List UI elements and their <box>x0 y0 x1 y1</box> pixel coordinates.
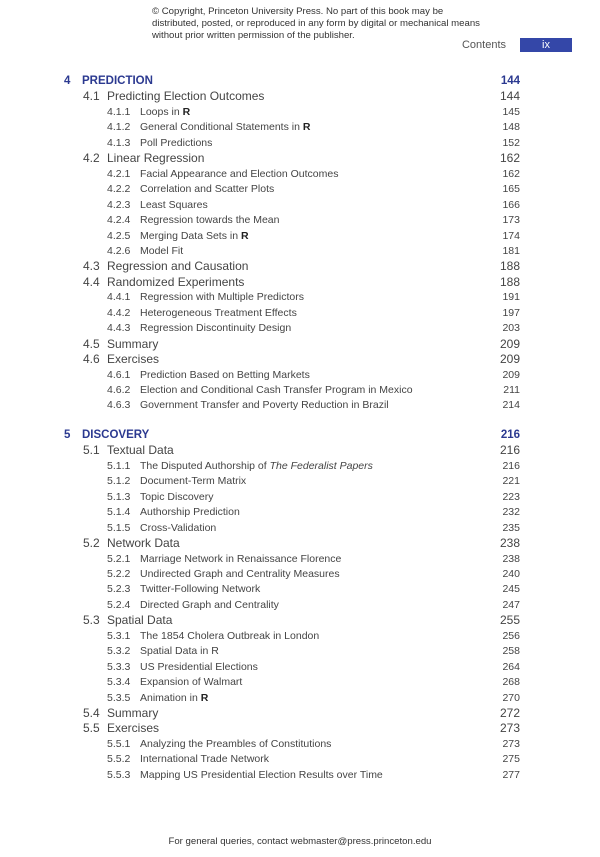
entry-title-text: DISCOVERY <box>82 428 150 441</box>
entry-page-number: 209 <box>502 368 520 381</box>
entry-page-number: 221 <box>502 475 520 488</box>
entry-number: 4.1.3 <box>107 136 131 149</box>
entry-number: 5.5.3 <box>107 768 131 781</box>
entry-page-number: 162 <box>502 167 520 180</box>
entry-number: 5.3.1 <box>107 629 131 642</box>
entry-page-number: 273 <box>502 737 520 750</box>
entry-title-text: Directed Graph and Centrality <box>140 598 279 611</box>
toc-subsection-entry[interactable] <box>0 768 600 783</box>
entry-number: 5.5 <box>83 721 100 736</box>
entry-title-text: Document-Term Matrix <box>140 475 247 488</box>
entry-number: 5.3.2 <box>107 645 131 658</box>
entry-page-number: 166 <box>502 198 520 211</box>
toc-chapter-entry[interactable] <box>0 74 600 89</box>
toc-subsection-entry[interactable] <box>0 644 600 659</box>
entry-title <box>140 290 304 305</box>
copyright-notice: © Copyright, Princeton University Press. No part of this book may be distributed, posted, or reproduced in any form by digital or mechanical means without prior written permission of the publisher. <box>152 6 480 41</box>
toc-subsection-entry[interactable] <box>0 552 600 567</box>
toc-section-entry[interactable] <box>0 721 600 736</box>
entry-title-bold: R <box>182 105 191 118</box>
entry-title-text: Model Fit <box>140 244 184 257</box>
entry-number: 4.6.2 <box>107 384 131 396</box>
toc-section-entry[interactable] <box>0 613 600 628</box>
entry-page-number: 145 <box>502 105 520 118</box>
entry-title-text: The Disputed Authorship of <box>140 459 270 472</box>
entry-title <box>107 721 159 736</box>
entry-title <box>140 505 240 520</box>
entry-number: 4.6.3 <box>107 399 131 412</box>
entry-title-text: Summary <box>107 706 159 720</box>
entry-title <box>82 428 149 443</box>
entry-number: 4.3 <box>83 259 100 274</box>
entry-title <box>140 629 319 644</box>
toc-subsection-entry[interactable] <box>0 582 600 597</box>
entry-title <box>140 213 280 228</box>
entry-page-number: 191 <box>502 291 520 304</box>
entry-page-number: 223 <box>502 490 520 503</box>
entry-title <box>140 368 310 383</box>
entry-title <box>107 352 159 367</box>
entry-title <box>140 321 291 336</box>
entry-number: 4.4.2 <box>107 306 131 319</box>
entry-title-text: Textual Data <box>107 443 174 458</box>
entry-title-text: Merging Data Sets in <box>140 229 241 242</box>
entry-title-text: Government Transfer and Poverty Reduction in Brazil <box>140 399 389 412</box>
entry-number: 4.2.5 <box>107 229 131 242</box>
entry-number: 4.5 <box>83 336 100 351</box>
entry-title-text: Least Squares <box>140 198 208 211</box>
entry-title <box>140 244 183 259</box>
toc-subsection-entry[interactable] <box>0 490 600 505</box>
entry-title-text: Cross-Validation <box>140 521 217 534</box>
entry-number: 4.2.6 <box>107 244 131 257</box>
entry-title <box>140 675 242 690</box>
entry-page-number: 238 <box>499 536 520 551</box>
entry-title <box>140 229 249 244</box>
entry-number: 5 <box>64 428 71 441</box>
entry-title-text: Predicting Election Outcomes <box>107 89 265 104</box>
entry-title <box>140 182 274 197</box>
entry-title <box>140 737 331 752</box>
entry-page-number: 216 <box>502 459 520 472</box>
toc-subsection-entry[interactable] <box>0 213 600 228</box>
entry-title <box>140 567 340 582</box>
entry-page-number: 144 <box>499 89 520 104</box>
entry-number: 4.2 <box>83 151 100 166</box>
entry-page-number: 188 <box>499 259 520 274</box>
entry-title-text: Analyzing the Preambles of Constitutions <box>140 737 332 750</box>
toc-subsection-entry[interactable] <box>0 752 600 767</box>
entry-page-number: 152 <box>502 136 520 149</box>
entry-title-text: Network Data <box>107 536 180 551</box>
entry-title <box>107 613 172 628</box>
entry-page-number: 235 <box>502 521 520 534</box>
entry-page-number: 277 <box>502 768 520 781</box>
entry-number: 4.4 <box>83 274 100 289</box>
entry-title-text: Twitter-Following Network <box>140 583 261 596</box>
entry-title <box>107 536 180 551</box>
entry-title-text: The 1854 Cholera Outbreak in London <box>140 629 320 642</box>
page-number-badge: ix <box>520 38 572 52</box>
entry-title-text: Undirected Graph and Centrality Measures <box>140 567 340 580</box>
entry-title-text: Expansion of Walmart <box>140 676 243 689</box>
toc-section-entry[interactable] <box>0 352 600 367</box>
entry-page-number: 245 <box>502 583 520 596</box>
entry-number: 5.5.2 <box>107 753 131 766</box>
entry-page-number: 174 <box>502 229 520 242</box>
entry-title-text: Regression Discontinuity Design <box>140 322 292 335</box>
toc-subsection-entry[interactable] <box>0 198 600 213</box>
entry-title <box>140 752 269 767</box>
toc-subsection-entry[interactable] <box>0 521 600 536</box>
toc-subsection-entry[interactable] <box>0 398 600 413</box>
entry-number: 5.1.4 <box>107 506 131 519</box>
entry-title <box>140 198 208 213</box>
toc-subsection-entry[interactable] <box>0 182 600 197</box>
entry-title <box>107 275 244 290</box>
entry-number: 5.4 <box>83 706 100 720</box>
toc-section-entry[interactable] <box>0 337 600 352</box>
running-title: Contents <box>461 39 506 51</box>
entry-title-text: Exercises <box>107 721 160 736</box>
entry-title <box>140 644 219 659</box>
entry-title-text: Poll Predictions <box>140 136 213 149</box>
entry-title-bold: R <box>240 229 249 242</box>
entry-page-number: 275 <box>502 753 520 766</box>
entry-title-text: Linear Regression <box>107 151 205 166</box>
toc-subsection-entry[interactable] <box>0 505 600 520</box>
entry-page-number: 240 <box>502 567 520 580</box>
toc-section-entry[interactable] <box>0 443 600 458</box>
entry-number: 5.3.5 <box>107 691 131 704</box>
entry-title-bold: R <box>200 691 209 704</box>
entry-page-number: 211 <box>503 384 520 396</box>
toc-subsection-entry[interactable] <box>0 290 600 305</box>
entry-page-number: 268 <box>502 676 520 689</box>
toc-subsection-entry[interactable] <box>0 105 600 120</box>
entry-page-number: 203 <box>502 322 520 335</box>
entry-page-number: 238 <box>502 552 520 565</box>
entry-number: 5.1.2 <box>107 475 131 488</box>
entry-title-text: Loops in <box>140 105 183 118</box>
entry-title <box>140 691 208 706</box>
entry-title-text: Regression towards the Mean <box>140 214 280 227</box>
entry-page-number: 270 <box>502 691 520 704</box>
entry-title-text: Spatial Data <box>107 613 173 628</box>
entry-title <box>107 151 204 166</box>
entry-number: 4.2.1 <box>107 167 131 180</box>
toc-subsection-entry[interactable] <box>0 567 600 582</box>
entry-title <box>140 306 297 321</box>
entry-title <box>140 768 383 783</box>
entry-title <box>140 660 258 675</box>
entry-number: 4.2.4 <box>107 214 131 227</box>
entry-title <box>140 383 413 398</box>
entry-page-number: 209 <box>499 352 520 367</box>
entry-number: 4.4.3 <box>107 322 131 335</box>
entry-title <box>140 490 214 505</box>
entry-number: 5.1.5 <box>107 521 131 534</box>
entry-page-number: 162 <box>499 151 520 166</box>
entry-number: 5.2.2 <box>107 567 131 580</box>
entry-title-italic: The Federalist Papers <box>269 459 373 472</box>
entry-number: 5.3 <box>83 613 100 628</box>
entry-number: 4.1.2 <box>107 121 131 134</box>
entry-title <box>107 337 158 352</box>
entry-title-text: Summary <box>107 336 159 351</box>
entry-page-number: 197 <box>502 306 520 319</box>
toc-section-entry[interactable] <box>0 259 600 274</box>
toc-subsection-entry[interactable] <box>0 306 600 321</box>
entry-page-number: 232 <box>502 506 520 519</box>
entry-title <box>140 459 373 474</box>
toc-chapter-entry[interactable] <box>0 428 600 443</box>
entry-title-text: Correlation and Scatter Plots <box>140 183 275 196</box>
toc-subsection-entry[interactable] <box>0 459 600 474</box>
entry-page-number: 148 <box>502 121 520 134</box>
entry-page-number: 247 <box>502 598 520 611</box>
toc-subsection-entry[interactable] <box>0 136 600 151</box>
entry-page-number: 173 <box>502 214 520 227</box>
entry-title <box>140 105 190 120</box>
toc-section-entry[interactable] <box>0 89 600 104</box>
entry-page-number: 165 <box>502 183 520 196</box>
toc-subsection-entry[interactable] <box>0 691 600 706</box>
entry-title-text: Election and Conditional Cash Transfer Program in Mexico <box>140 384 413 396</box>
entry-number: 5.1 <box>83 443 100 458</box>
entry-title <box>140 167 338 182</box>
running-header <box>0 38 600 54</box>
entry-number: 4.4.1 <box>107 291 131 304</box>
entry-title-text: Marriage Network in Renaissance Florence <box>140 552 342 565</box>
entry-number: 5.1.1 <box>107 459 131 472</box>
entry-title-text: PREDICTION <box>82 75 153 87</box>
entry-page-number: 255 <box>499 613 520 628</box>
entry-page-number: 256 <box>502 629 520 642</box>
entry-number: 4.6 <box>83 352 100 367</box>
entry-number: 5.2.1 <box>107 552 131 565</box>
entry-number: 5.5.1 <box>107 737 131 750</box>
entry-number: 5.2.4 <box>107 598 131 611</box>
toc-section-entry[interactable] <box>0 706 600 721</box>
footer-contact: For general queries, contact webmaster@press.princeton.edu <box>168 836 432 847</box>
entry-title <box>107 443 174 458</box>
entry-number: 4.2.3 <box>107 198 131 211</box>
entry-title <box>140 136 212 151</box>
entry-page-number: 216 <box>500 428 520 441</box>
entry-title-text: US Presidential Elections <box>140 660 258 673</box>
entry-title <box>140 474 246 489</box>
entry-number: 4.1 <box>83 89 100 104</box>
entry-number: 5.2 <box>83 536 100 551</box>
entry-title <box>107 706 158 721</box>
entry-title-text: Mapping US Presidential Election Results over Time <box>140 768 383 781</box>
toc-section-entry[interactable] <box>0 275 600 290</box>
entry-page-number: 273 <box>499 721 520 736</box>
entry-number: 5.1.3 <box>107 490 131 503</box>
entry-number: 4 <box>64 75 71 87</box>
entry-number: 5.3.4 <box>107 676 131 689</box>
toc-subsection-entry[interactable] <box>0 120 600 135</box>
entry-title <box>140 120 310 135</box>
entry-page-number: 264 <box>502 660 520 673</box>
entry-number: 4.2.2 <box>107 183 131 196</box>
toc-subsection-entry[interactable] <box>0 383 600 398</box>
entry-title <box>140 552 341 567</box>
entry-title-text: Facial Appearance and Election Outcomes <box>140 167 339 180</box>
toc-subsection-entry[interactable] <box>0 598 600 613</box>
entry-title-text: Prediction Based on Betting Markets <box>140 368 310 381</box>
entry-title-text: Exercises <box>107 352 160 367</box>
toc-subsection-entry[interactable] <box>0 737 600 752</box>
entry-number: 4.6.1 <box>107 368 131 381</box>
entry-title-text: Heterogeneous Treatment Effects <box>140 306 297 319</box>
entry-page-number: 188 <box>499 274 520 289</box>
entry-page-number: 144 <box>500 75 520 87</box>
entry-title-text: Animation in <box>140 691 201 704</box>
entry-title <box>140 598 279 613</box>
entry-page-number: 258 <box>502 645 520 658</box>
entry-number: 5.2.3 <box>107 583 131 596</box>
entry-number: 5.3.3 <box>107 660 131 673</box>
entry-title-bold: R <box>302 121 311 134</box>
entry-page-number: 209 <box>499 336 520 351</box>
entry-title-text: Spatial Data in R <box>140 645 219 658</box>
toc-section-entry[interactable] <box>0 151 600 166</box>
toc-subsection-entry[interactable] <box>0 660 600 675</box>
entry-title <box>140 521 216 536</box>
toc-subsection-entry[interactable] <box>0 474 600 489</box>
entry-page-number: 214 <box>502 399 520 412</box>
toc-subsection-entry[interactable] <box>0 229 600 244</box>
toc-subsection-entry[interactable] <box>0 629 600 644</box>
toc-subsection-entry[interactable] <box>0 675 600 690</box>
toc-subsection-entry[interactable] <box>0 167 600 182</box>
entry-page-number: 216 <box>499 443 520 458</box>
toc-subsection-entry[interactable] <box>0 244 600 259</box>
entry-title-text: Regression with Multiple Predictors <box>140 291 304 304</box>
toc-subsection-entry[interactable] <box>0 368 600 383</box>
entry-page-number: 272 <box>499 706 520 720</box>
entry-number: 4.1.1 <box>107 105 131 118</box>
entry-title-text: Randomized Experiments <box>107 274 245 289</box>
entry-title <box>82 74 153 89</box>
entry-title-text: Authorship Prediction <box>140 506 240 519</box>
entry-page-number: 181 <box>502 244 520 257</box>
entry-title-text: Regression and Causation <box>107 259 249 274</box>
toc-subsection-entry[interactable] <box>0 321 600 336</box>
entry-title <box>140 582 260 597</box>
entry-title-text: Topic Discovery <box>140 490 214 503</box>
toc-section-entry[interactable] <box>0 536 600 551</box>
entry-title-text: General Conditional Statements in <box>140 121 303 134</box>
entry-title-text: International Trade Network <box>140 753 269 766</box>
entry-title <box>140 398 389 413</box>
entry-title <box>107 89 264 104</box>
entry-title <box>107 259 248 274</box>
